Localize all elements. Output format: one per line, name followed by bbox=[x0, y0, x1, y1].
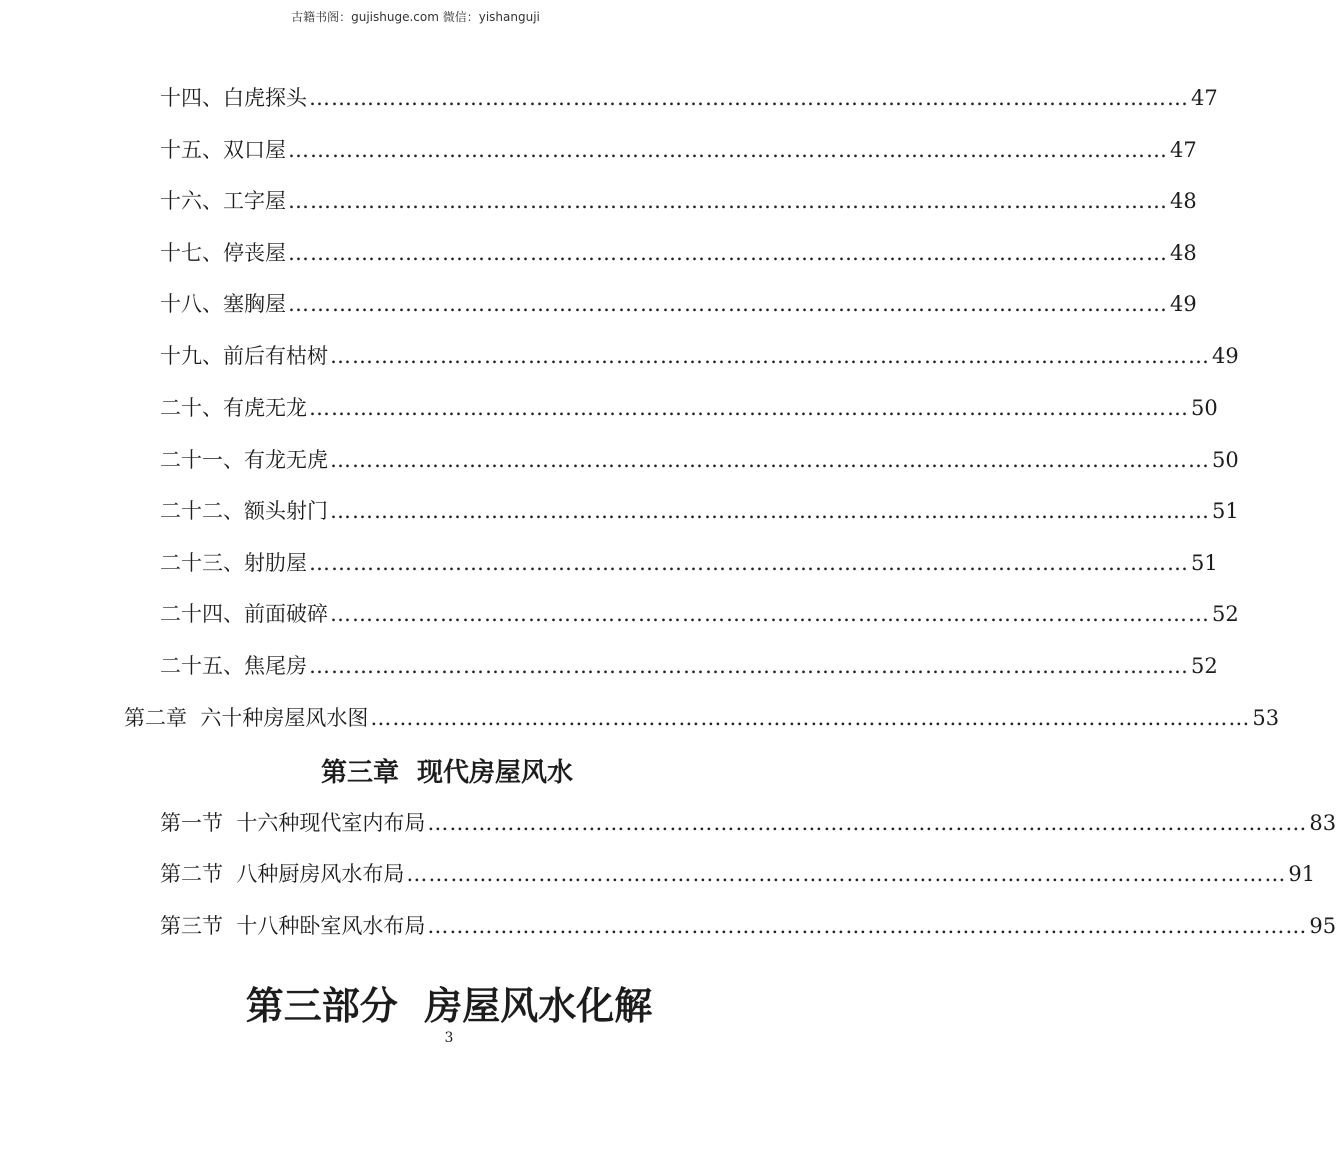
toc-entry-page: 50 bbox=[1212, 448, 1239, 472]
toc-entry[interactable] bbox=[160, 239, 1197, 267]
toc-leader-dots: ………………………………………………………………………………………………………… bbox=[330, 499, 1210, 523]
page-number: 3 bbox=[444, 1030, 454, 1046]
toc-entry-page: 47 bbox=[1191, 86, 1218, 110]
toc-entry-page: 83 bbox=[1309, 811, 1336, 835]
toc-entry-page: 91 bbox=[1288, 862, 1316, 886]
toc-leader-dots: ………………………………………………………………………………………………………… bbox=[427, 811, 1308, 835]
toc-leader-dots: ………………………………………………………………………………………………………… bbox=[309, 654, 1189, 678]
toc-entry[interactable] bbox=[160, 342, 1239, 370]
toc-entry-title: 第一节 十六种现代室内布局 bbox=[160, 811, 426, 835]
toc-entry-title: 十五、双口屋 bbox=[160, 138, 286, 162]
toc-entry-title: 十八、塞胸屋 bbox=[160, 292, 286, 316]
toc-entry-page: 47 bbox=[1170, 138, 1197, 162]
toc-entry[interactable] bbox=[160, 290, 1197, 318]
toc-leader-dots: ………………………………………………………………………………………………………… bbox=[309, 551, 1189, 575]
toc-entry-page: 52 bbox=[1212, 602, 1239, 626]
toc-leader-dots: ………………………………………………………………………………………………………… bbox=[288, 241, 1168, 265]
toc-entry[interactable] bbox=[160, 652, 1218, 680]
toc-entry-page: 53 bbox=[1252, 706, 1280, 730]
toc-entry[interactable] bbox=[160, 497, 1239, 525]
toc-entry[interactable] bbox=[160, 84, 1218, 112]
part-heading: 第三部分 房屋风水化解 bbox=[245, 984, 653, 1028]
toc-entry-title: 第二节 八种厨房风水布局 bbox=[160, 862, 405, 886]
toc-entry-page: 48 bbox=[1170, 241, 1197, 265]
toc-entry-title: 十七、停丧屋 bbox=[160, 241, 286, 265]
toc-entry-title: 二十三、射肋屋 bbox=[160, 551, 307, 575]
toc-leader-dots: ………………………………………………………………………………………………………… bbox=[330, 448, 1210, 472]
toc-entry-title: 十九、前后有枯树 bbox=[160, 344, 328, 368]
toc-entry-title: 二十、有虎无龙 bbox=[160, 396, 307, 420]
toc-entry-page: 48 bbox=[1170, 189, 1197, 213]
toc-entry-page: 49 bbox=[1212, 344, 1239, 368]
toc-leader-dots: ………………………………………………………………………………………………………… bbox=[370, 706, 1251, 730]
toc-entry-page: 50 bbox=[1191, 396, 1218, 420]
toc-entry-title: 二十二、额头射门 bbox=[160, 499, 328, 523]
toc-entry-page: 52 bbox=[1191, 654, 1218, 678]
toc-leader-dots: ………………………………………………………………………………………………………… bbox=[309, 396, 1189, 420]
toc-entry-page: 51 bbox=[1191, 551, 1218, 575]
toc-entry[interactable] bbox=[160, 549, 1218, 577]
toc-leader-dots: ………………………………………………………………………………………………………… bbox=[330, 602, 1210, 626]
toc-entry[interactable] bbox=[160, 600, 1239, 628]
toc-leader-dots: ………………………………………………………………………………………………………… bbox=[406, 862, 1287, 886]
toc-entry-title: 十四、白虎探头 bbox=[160, 86, 307, 110]
toc-leader-dots: ………………………………………………………………………………………………………… bbox=[427, 914, 1308, 938]
toc-entry-title: 第二章 六十种房屋风水图 bbox=[124, 706, 369, 730]
toc-entry[interactable] bbox=[160, 446, 1239, 474]
toc-chapter-entry[interactable] bbox=[124, 704, 1280, 732]
toc-section-entry[interactable] bbox=[160, 860, 1316, 888]
toc-leader-dots: ………………………………………………………………………………………………………… bbox=[288, 138, 1168, 162]
watermark: 古籍书阁：gujishuge.com 微信：yishanguji bbox=[291, 10, 540, 24]
toc-entry-title: 二十五、焦尾房 bbox=[160, 654, 307, 678]
toc-entry-title: 二十四、前面破碎 bbox=[160, 602, 328, 626]
toc-entry[interactable] bbox=[160, 136, 1197, 164]
toc-leader-dots: ………………………………………………………………………………………………………… bbox=[330, 344, 1210, 368]
toc-entry-title: 二十一、有龙无虎 bbox=[160, 448, 328, 472]
toc-leader-dots: ………………………………………………………………………………………………………… bbox=[288, 292, 1168, 316]
toc-section-entry[interactable] bbox=[160, 912, 1336, 940]
toc-section-entry[interactable] bbox=[160, 809, 1336, 837]
toc-entry-page: 95 bbox=[1309, 914, 1336, 938]
toc-entry-page: 51 bbox=[1212, 499, 1239, 523]
toc-leader-dots: ………………………………………………………………………………………………………… bbox=[309, 86, 1189, 110]
toc-entry[interactable] bbox=[160, 394, 1218, 422]
toc-leader-dots: ………………………………………………………………………………………………………… bbox=[288, 189, 1168, 213]
toc-entry-title: 十六、工字屋 bbox=[160, 189, 286, 213]
chapter-heading: 第三章 现代房屋风水 bbox=[320, 758, 574, 788]
toc-entry[interactable] bbox=[160, 187, 1197, 215]
toc-entry-page: 49 bbox=[1170, 292, 1197, 316]
toc-entry-title: 第三节 十八种卧室风水布局 bbox=[160, 914, 426, 938]
